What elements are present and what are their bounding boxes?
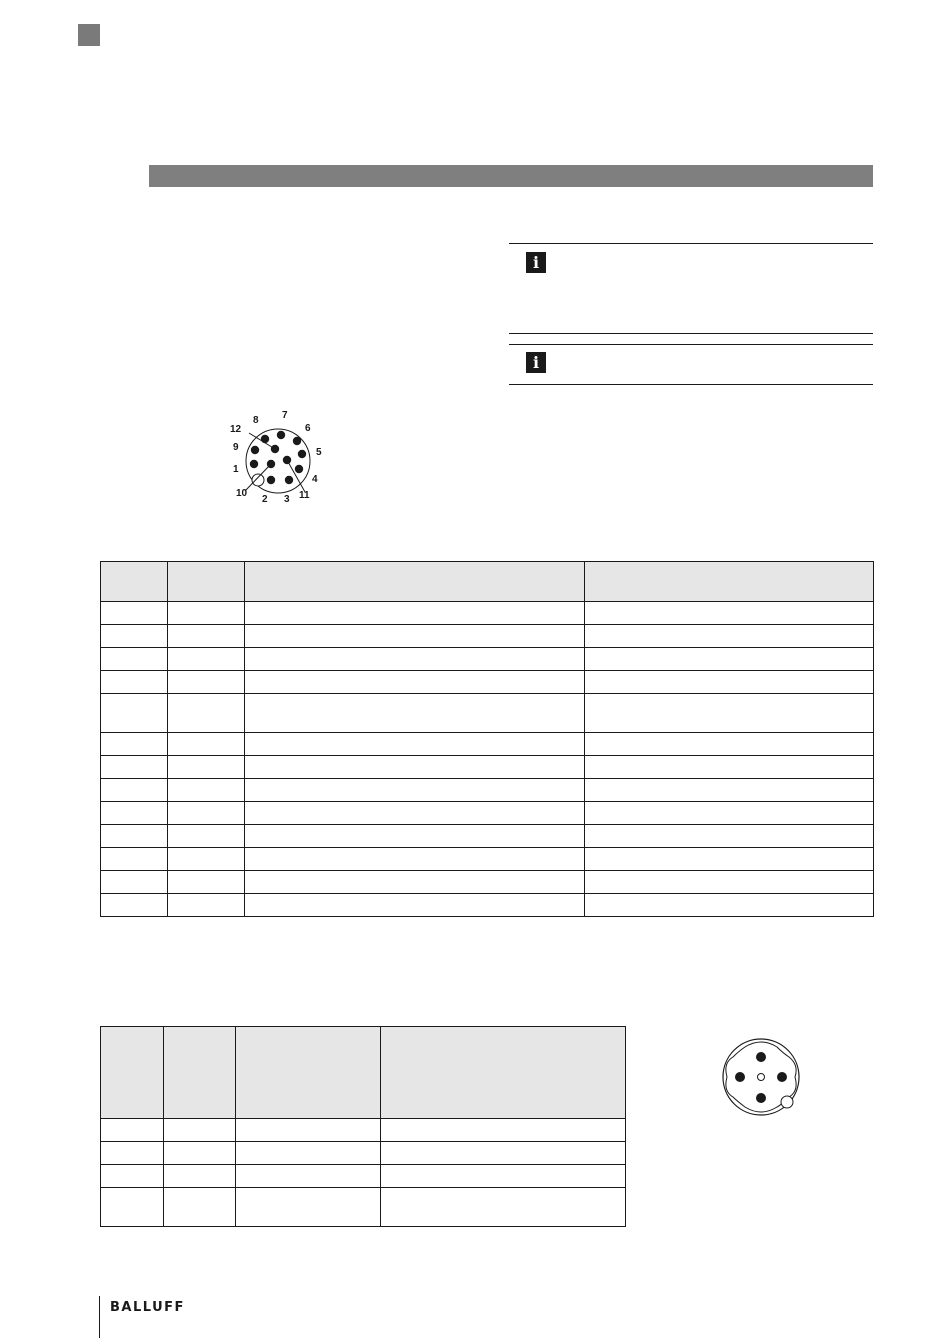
table-row xyxy=(101,871,874,894)
note-divider-rule xyxy=(509,333,873,334)
pin-assignment-table xyxy=(100,561,874,917)
pin-label-11: 11 xyxy=(299,490,310,501)
note-top-rule xyxy=(509,243,873,244)
table-row xyxy=(101,825,874,848)
table-row xyxy=(101,1119,626,1142)
table-row xyxy=(101,648,874,671)
pin-label-3: 3 xyxy=(284,494,290,505)
note-bottom-rule xyxy=(509,384,873,385)
connector-4pin-diagram xyxy=(715,1035,805,1120)
note-divider-rule-2 xyxy=(509,344,873,345)
pin-label-6: 6 xyxy=(305,423,311,434)
table-row xyxy=(101,1142,626,1165)
table-row xyxy=(101,1188,626,1227)
table-header-row xyxy=(101,1027,626,1119)
pin-label-12: 12 xyxy=(230,424,242,435)
table-row xyxy=(101,694,874,733)
table-row xyxy=(101,779,874,802)
small-pin-assignment-table xyxy=(100,1026,626,1227)
info-icon: i xyxy=(526,252,546,273)
table-row xyxy=(101,671,874,694)
pin-label-4: 4 xyxy=(312,474,318,485)
table-row xyxy=(101,756,874,779)
table-row xyxy=(101,894,874,917)
pin-label-1: 1 xyxy=(233,464,239,475)
balluff-logo: BALLUFF xyxy=(110,1300,185,1315)
table-header-row xyxy=(101,562,874,602)
pin-label-8: 8 xyxy=(253,415,259,426)
table-row xyxy=(101,733,874,756)
connector-12pin-diagram xyxy=(225,405,335,505)
table-row xyxy=(101,1165,626,1188)
table-row xyxy=(101,848,874,871)
table-row xyxy=(101,802,874,825)
pin-label-10: 10 xyxy=(236,488,248,499)
table-row xyxy=(101,602,874,625)
info-icon: i xyxy=(526,352,546,373)
table-row xyxy=(101,625,874,648)
section-header-bar xyxy=(149,165,873,187)
pin-label-5: 5 xyxy=(316,447,322,458)
corner-marker xyxy=(78,24,100,46)
footer-rule xyxy=(99,1296,100,1338)
pin-label-7: 7 xyxy=(282,410,288,421)
pin-label-9: 9 xyxy=(233,442,239,453)
pin-label-2: 2 xyxy=(262,494,268,505)
